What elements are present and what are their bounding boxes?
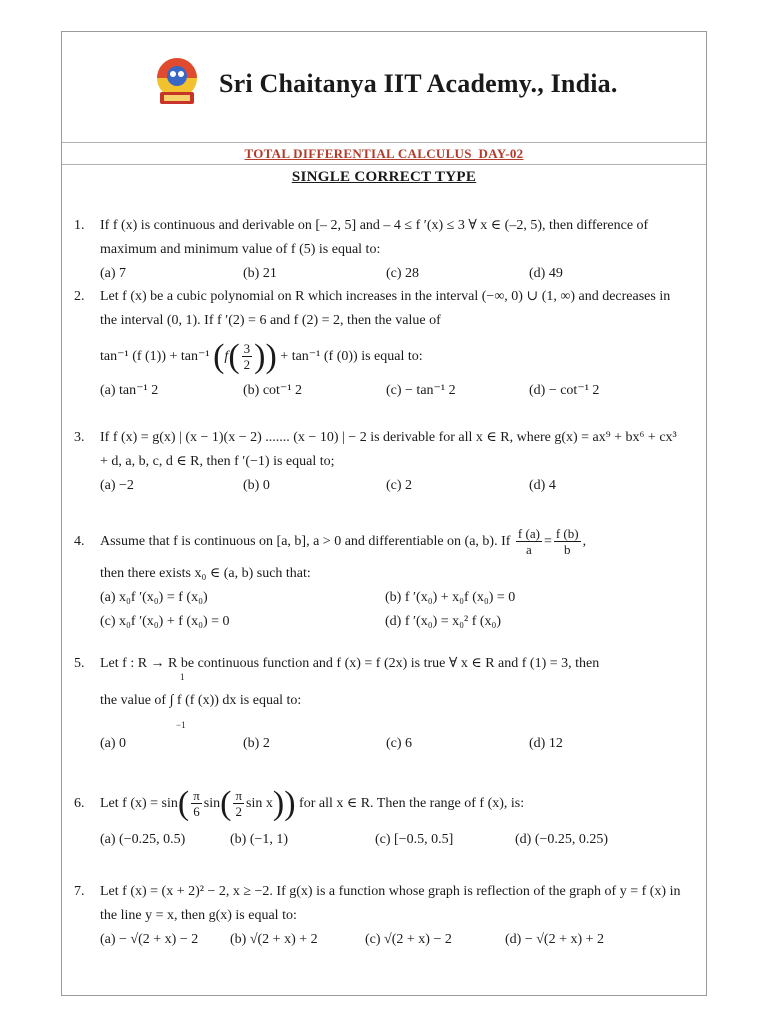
option-a: (a) tan⁻¹ 2 <box>100 383 159 398</box>
question-1 <box>74 214 686 286</box>
option-d: (d) 4 <box>529 478 556 493</box>
fraction <box>516 526 542 557</box>
option-b: (b) cot⁻¹ 2 <box>243 383 303 398</box>
document-title: TOTAL DIFFERENTIAL CALCULUS_DAY-02 <box>244 146 524 161</box>
option-d: (d) − √(2 + x) + 2 <box>505 932 605 947</box>
option-c: (c) 28 <box>386 266 420 281</box>
fraction <box>233 788 244 819</box>
option-a: (a) (−0.25, 0.5) <box>100 832 186 847</box>
question-number: 3. <box>74 430 85 445</box>
option-c: (c) √(2 + x) − 2 <box>365 932 452 947</box>
options-row <box>100 928 686 952</box>
sin-text: sin <box>203 796 221 811</box>
fraction-numerator: 3 <box>243 341 251 357</box>
sin-text: sin x <box>246 796 273 811</box>
question-text-part: Assume that f is continuous on [a, b], a > 0 and differentiable on (a, b). If <box>100 534 511 549</box>
question-4 <box>74 522 686 634</box>
option-b: (b) f ′(x₀) + x₀f (x₀) = 0 <box>385 590 516 605</box>
question-number: 6. <box>74 796 85 811</box>
question-expression: tan⁻¹ (f (1)) + tan⁻¹ (f( $\frac{3}{2}$ )) + tan⁻¹ (f (0)) is equal to: <box>100 337 423 375</box>
question-text: Let f (x) = (x + 2)² − 2, x ≥ −2. If g(x) is a function whose graph is reflection of the graph of y = f (x) in the line y = x, then g(x) is equal to: <box>100 884 681 923</box>
option-c: (c) [−0.5, 0.5] <box>375 832 454 847</box>
question-3 <box>74 426 686 498</box>
header-divider <box>62 142 706 143</box>
option-c: (c) 2 <box>386 478 413 493</box>
options-row <box>100 828 686 852</box>
expression-part: + tan⁻¹ (f (0)) is equal to: <box>280 349 423 364</box>
question-text-part: for all x ∈ R. Then the range of f (x), is: <box>299 796 525 811</box>
option-b: (b) (−1, 1) <box>230 832 289 847</box>
question-5 <box>74 652 686 756</box>
option-c: (c) − tan⁻¹ 2 <box>386 383 456 398</box>
question-7 <box>74 880 686 952</box>
question-number: 5. <box>74 656 85 671</box>
fraction-denominator: 6 <box>193 804 200 820</box>
page-header <box>62 32 706 142</box>
fraction <box>191 788 202 819</box>
options-grid <box>100 586 686 634</box>
integral-upper-limit: 1 <box>180 672 185 682</box>
option-b: (b) 21 <box>243 266 277 281</box>
question-text: Let f (x) be a cubic polynomial on R which increases in the interval (−∞, 0) ∪ (1, ∞) and decreases in the interval (0, 1). If f ′(2) = 6 and f (2) = 2, then the value of <box>100 289 671 328</box>
question-text: then there exists x₀ ∈ (a, b) such that: <box>100 566 311 581</box>
fraction-denominator: b <box>563 542 571 558</box>
option-a: (a) 7 <box>100 266 127 281</box>
question-number: 7. <box>74 884 85 899</box>
option-d: (d) f ′(x₀) = x₀² f (x₀) <box>385 614 502 629</box>
question-text <box>100 672 686 730</box>
fraction <box>554 526 581 557</box>
question-text: Assume that f is continuous on [a, b], a > 0 and differentiable on (a, b). If $\frac{f (a)}{a}$ = $\frac{f (b)}{b}$ , <box>100 526 587 558</box>
option-a: (a) −2 <box>100 478 134 493</box>
option-a: (a) − √(2 + x) − 2 <box>100 932 199 947</box>
option-d: (d) 12 <box>529 736 563 751</box>
question-number: 2. <box>74 289 85 304</box>
title-divider <box>62 164 706 165</box>
question-text: Let f (x) = sin( $\frac{\pi}{6}$ sin( $\frac{\pi}{2}$ sin x)) for all x ∈ R. Then the range of f (x), is: <box>100 784 525 822</box>
integral-lower-limit: −1 <box>176 720 186 730</box>
fraction-numerator: π <box>193 788 200 804</box>
fraction-numerator: f (a) <box>517 526 540 542</box>
academy-logo-icon <box>152 56 202 110</box>
question-text-part: the value of ∫ f (f (x)) dx is equal to: <box>100 693 302 708</box>
fraction-numerator: π <box>235 788 243 804</box>
section-heading: SINGLE CORRECT TYPE <box>291 169 477 185</box>
question-text: If f (x) is continuous and derivable on [– 2, 5] and – 4 ≤ f ′(x) ≤ 3 ∀ x ∈ (–2, 5), then difference of maximum and minimum value of f (5) is equal to: <box>100 218 649 257</box>
question-text: Let f : R → R be continuous function and f (x) = f (2x) is true ∀ x ∈ R and f (1) = 3, then <box>100 656 600 671</box>
options-row <box>100 379 686 403</box>
fraction-denominator: a <box>526 542 532 558</box>
document-page <box>61 31 707 996</box>
option-b: (b) √(2 + x) + 2 <box>230 932 318 947</box>
academy-name: Sri Chaitanya IIT Academy., India. <box>219 69 618 98</box>
question-6 <box>74 784 686 852</box>
option-b: (b) 0 <box>243 478 270 493</box>
options-row <box>100 262 686 286</box>
options-row <box>100 732 686 756</box>
expression-part: tan⁻¹ (f (1)) + tan⁻¹ <box>100 349 210 364</box>
fraction <box>242 341 253 372</box>
fraction-denominator: 2 <box>235 804 242 820</box>
option-c: (c) x₀f ′(x₀) + f (x₀) = 0 <box>100 614 230 629</box>
question-2 <box>74 285 686 403</box>
fraction-denominator: 2 <box>243 357 251 373</box>
option-c: (c) 6 <box>386 736 413 751</box>
question-number: 4. <box>74 534 85 549</box>
option-b: (b) 2 <box>243 736 270 751</box>
option-d: (d) (−0.25, 0.25) <box>515 832 609 847</box>
options-row <box>100 474 686 498</box>
question-number: 1. <box>74 218 85 233</box>
option-a: (a) 0 <box>100 736 127 751</box>
fraction-numerator: f (b) <box>555 526 579 542</box>
option-d: (d) − cot⁻¹ 2 <box>529 383 600 398</box>
question-text: If f (x) = g(x) | (x − 1)(x − 2) ....... (x − 10) | − 2 is derivable for all x ∈ R, where g(x) = ax⁹ + bx⁶ + cx³ + d, a, b, c, d ∈ R, then f ′(−1) is equal to; <box>100 430 677 469</box>
option-d: (d) 49 <box>529 266 563 281</box>
option-a: (a) x₀f ′(x₀) = f (x₀) <box>100 590 208 605</box>
question-text-part: Let f (x) = sin <box>100 796 178 811</box>
